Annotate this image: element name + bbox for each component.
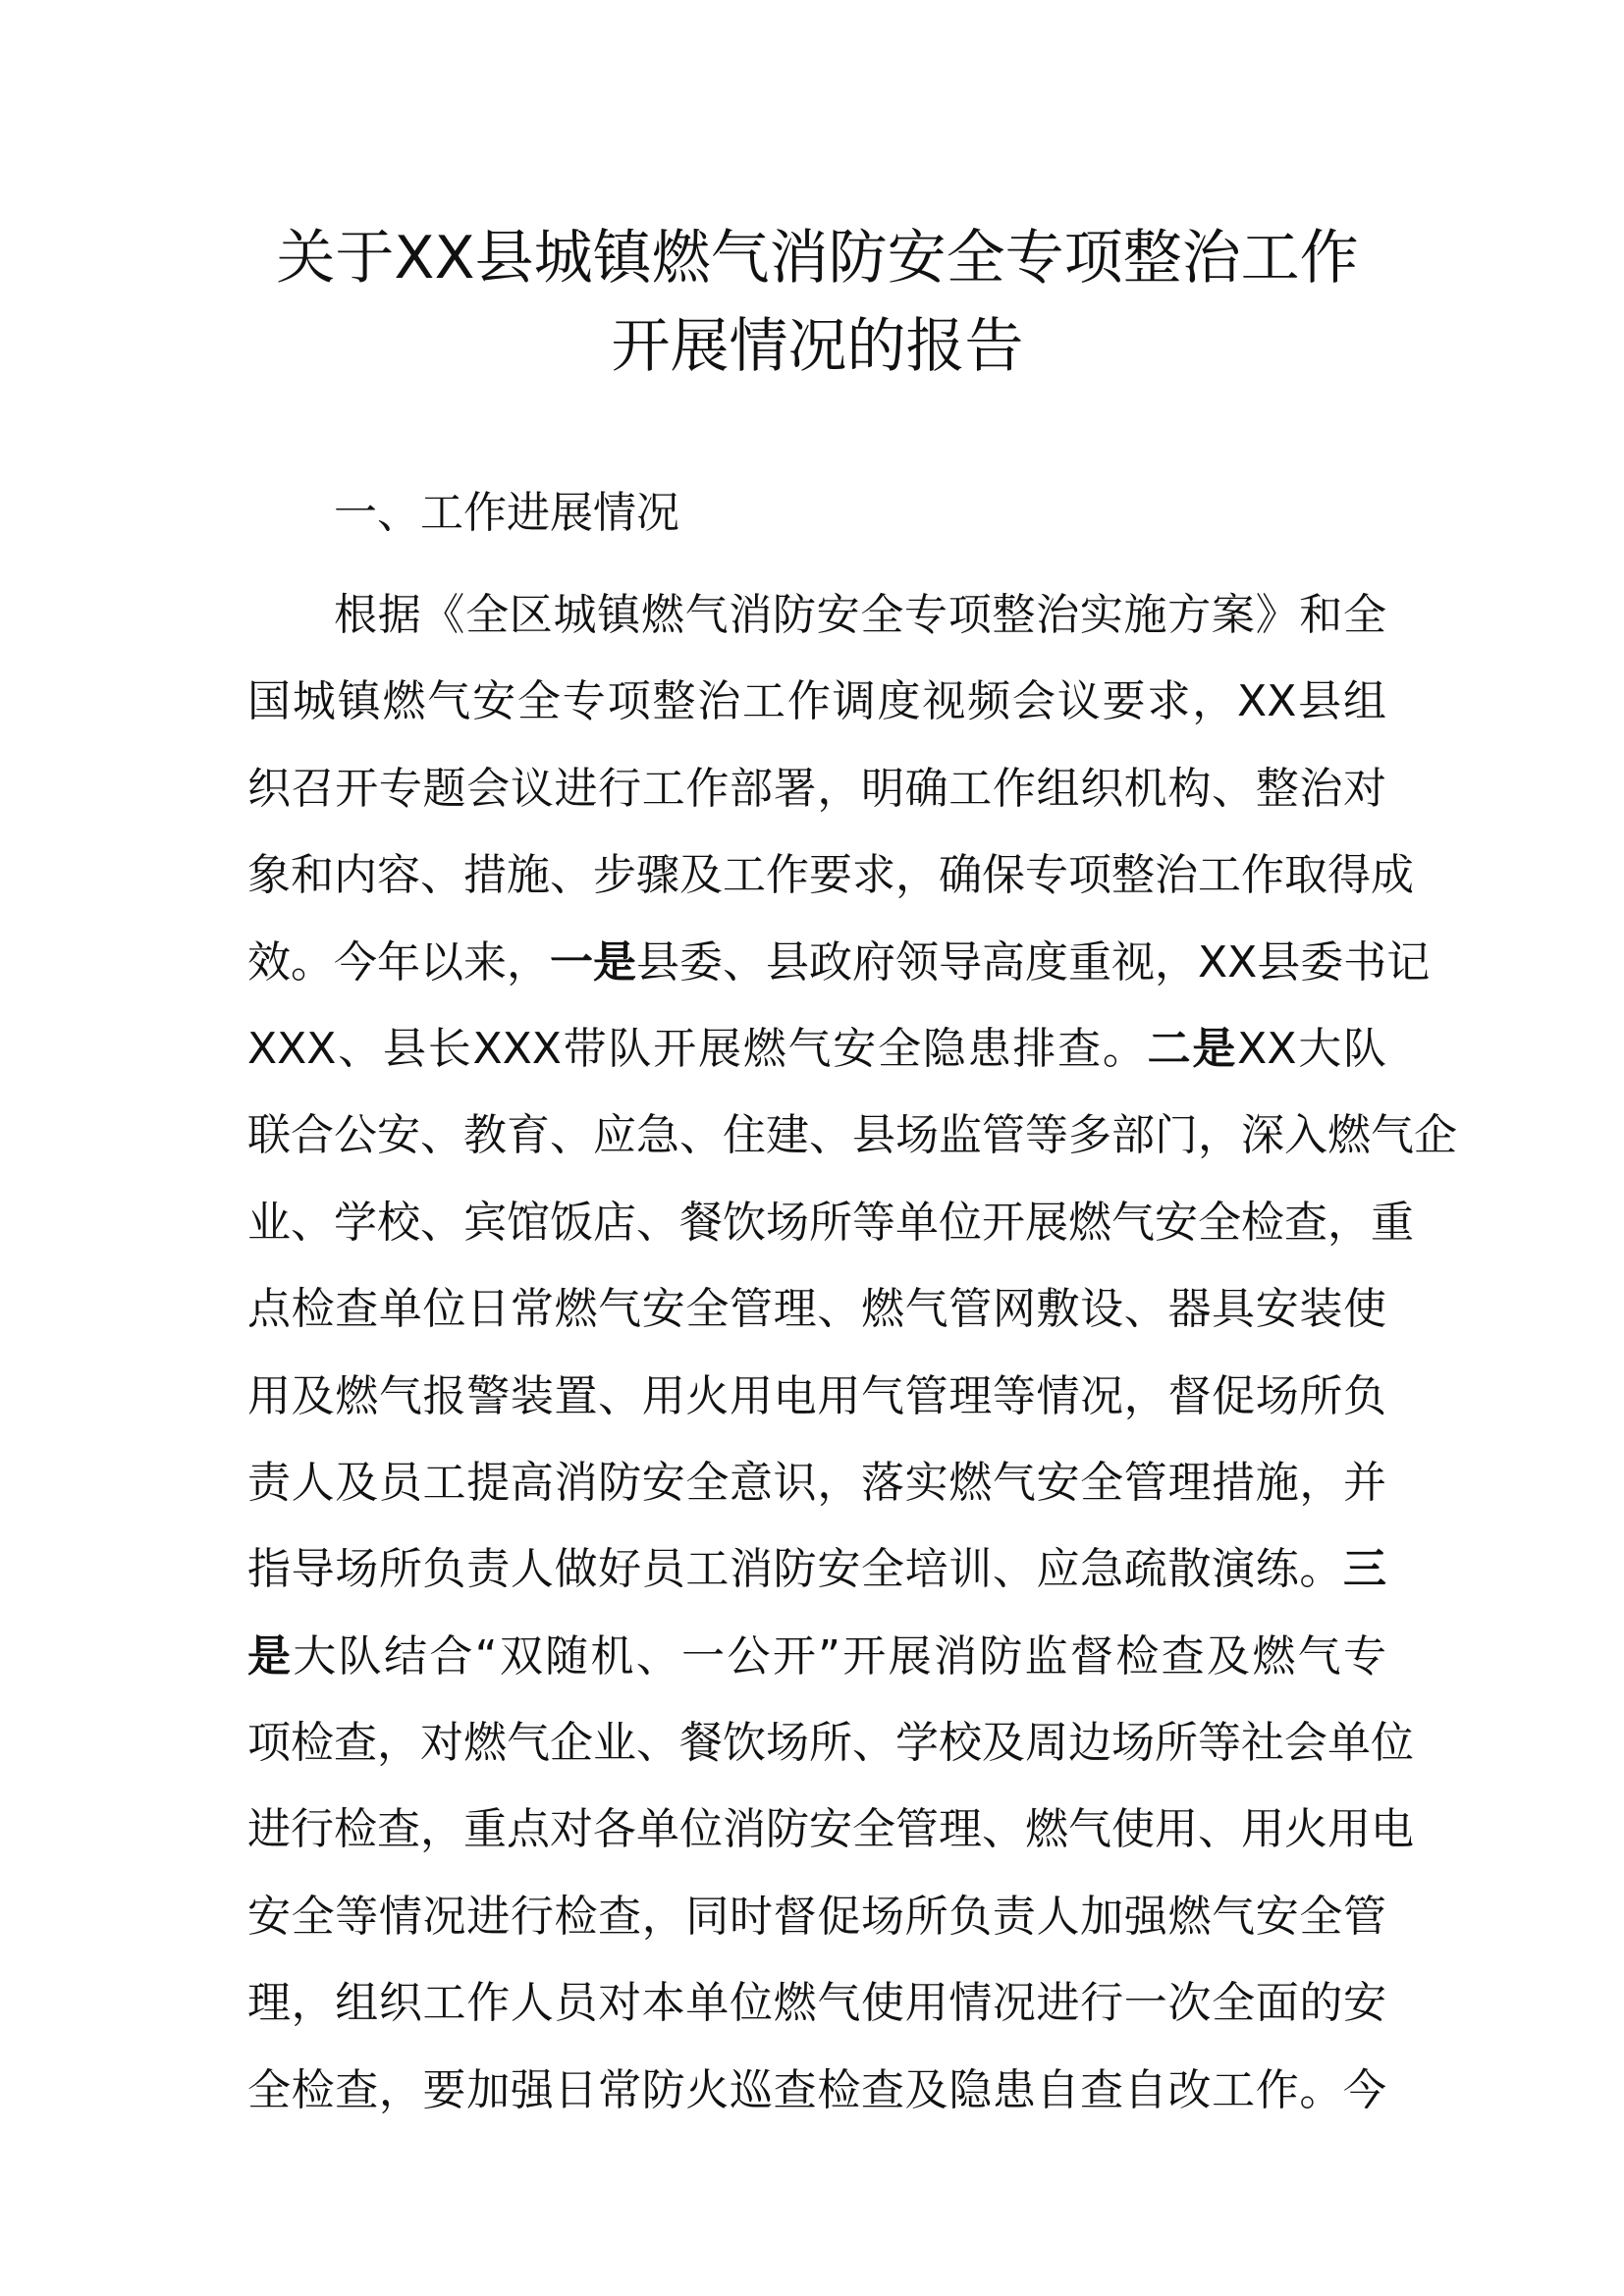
line-text: XXX、县长XXX带队开展燃气安全隐患排查。 [247,1023,1148,1074]
paragraph-line [247,1006,1386,1093]
paragraph-line: 项检查，对燃气企业、餐饮场所、学校及周边场所等社会单位 [247,1718,1414,1769]
section-heading: 一、工作进展情况 [334,488,679,538]
paragraph-line [247,920,1431,1006]
paragraph-line: 安全等情况进行检查，同时督促场所负责人加强燃气安全管 [247,1891,1386,1942]
emphasis-text: 三 [1343,1544,1386,1595]
document-title [245,214,1389,391]
paragraph-line [247,1614,1386,1700]
title-line-1: 关于XX县城镇燃气消防安全专项整治工作 [276,224,1359,293]
paragraph-line: 理，组织工作人员对本单位燃气使用情况进行一次全面的安 [247,1978,1386,2029]
paragraph-line: 业、学校、宾馆饭店、餐饮场所等单位开展燃气安全检查，重 [247,1197,1414,1248]
line-text: XX大队 [1237,1023,1386,1074]
paragraph-line: 织召开专题会议进行工作部署，明确工作组织机构、整治对 [247,763,1386,814]
paragraph-line: 国城镇燃气安全专项整治工作调度视频会议要求，XX县组 [247,676,1386,727]
paragraph-line: 进行检查，重点对各单位消防安全管理、燃气使用、用火用电 [247,1804,1414,1855]
paragraph-line: 全检查，要加强日常防火巡查检查及隐患自查自改工作。今 [247,2064,1386,2115]
line-text: 指导场所负责人做好员工消防安全培训、应急疏散演练。 [247,1544,1343,1595]
paragraph-line: 根据《全区城镇燃气消防安全专项整治实施方案》和全 [334,590,1386,640]
paragraph-line: 点检查单位日常燃气安全管理、燃气管网敷设、器具安装使 [247,1284,1386,1335]
emphasis-text: 一是 [550,936,636,988]
title-line-2: 开展情况的报告 [611,312,1024,381]
body-paragraph [247,572,1457,2134]
line-text: 效。今年以来， [247,936,550,988]
emphasis-text: 二是 [1147,1023,1238,1074]
emphasis-text: 是 [247,1630,294,1682]
line-text: 县委、县政府领导高度重视，XX县委书记 [636,936,1431,988]
paragraph-line: 责人及员工提高消防安全意识，落实燃气安全管理措施，并 [247,1457,1386,1508]
paragraph-line: 用及燃气报警装置、用火用电用气管理等情况，督促场所负 [247,1370,1386,1421]
paragraph-line: 联合公安、教育、应急、住建、县场监管等多部门，深入燃气企 [247,1110,1457,1161]
paragraph-line: 象和内容、措施、步骤及工作要求，确保专项整治工作取得成 [247,850,1414,901]
paragraph-line [247,1526,1386,1613]
line-text: 大队结合“双随机、一公开”开展消防监督检查及燃气专 [293,1630,1387,1682]
